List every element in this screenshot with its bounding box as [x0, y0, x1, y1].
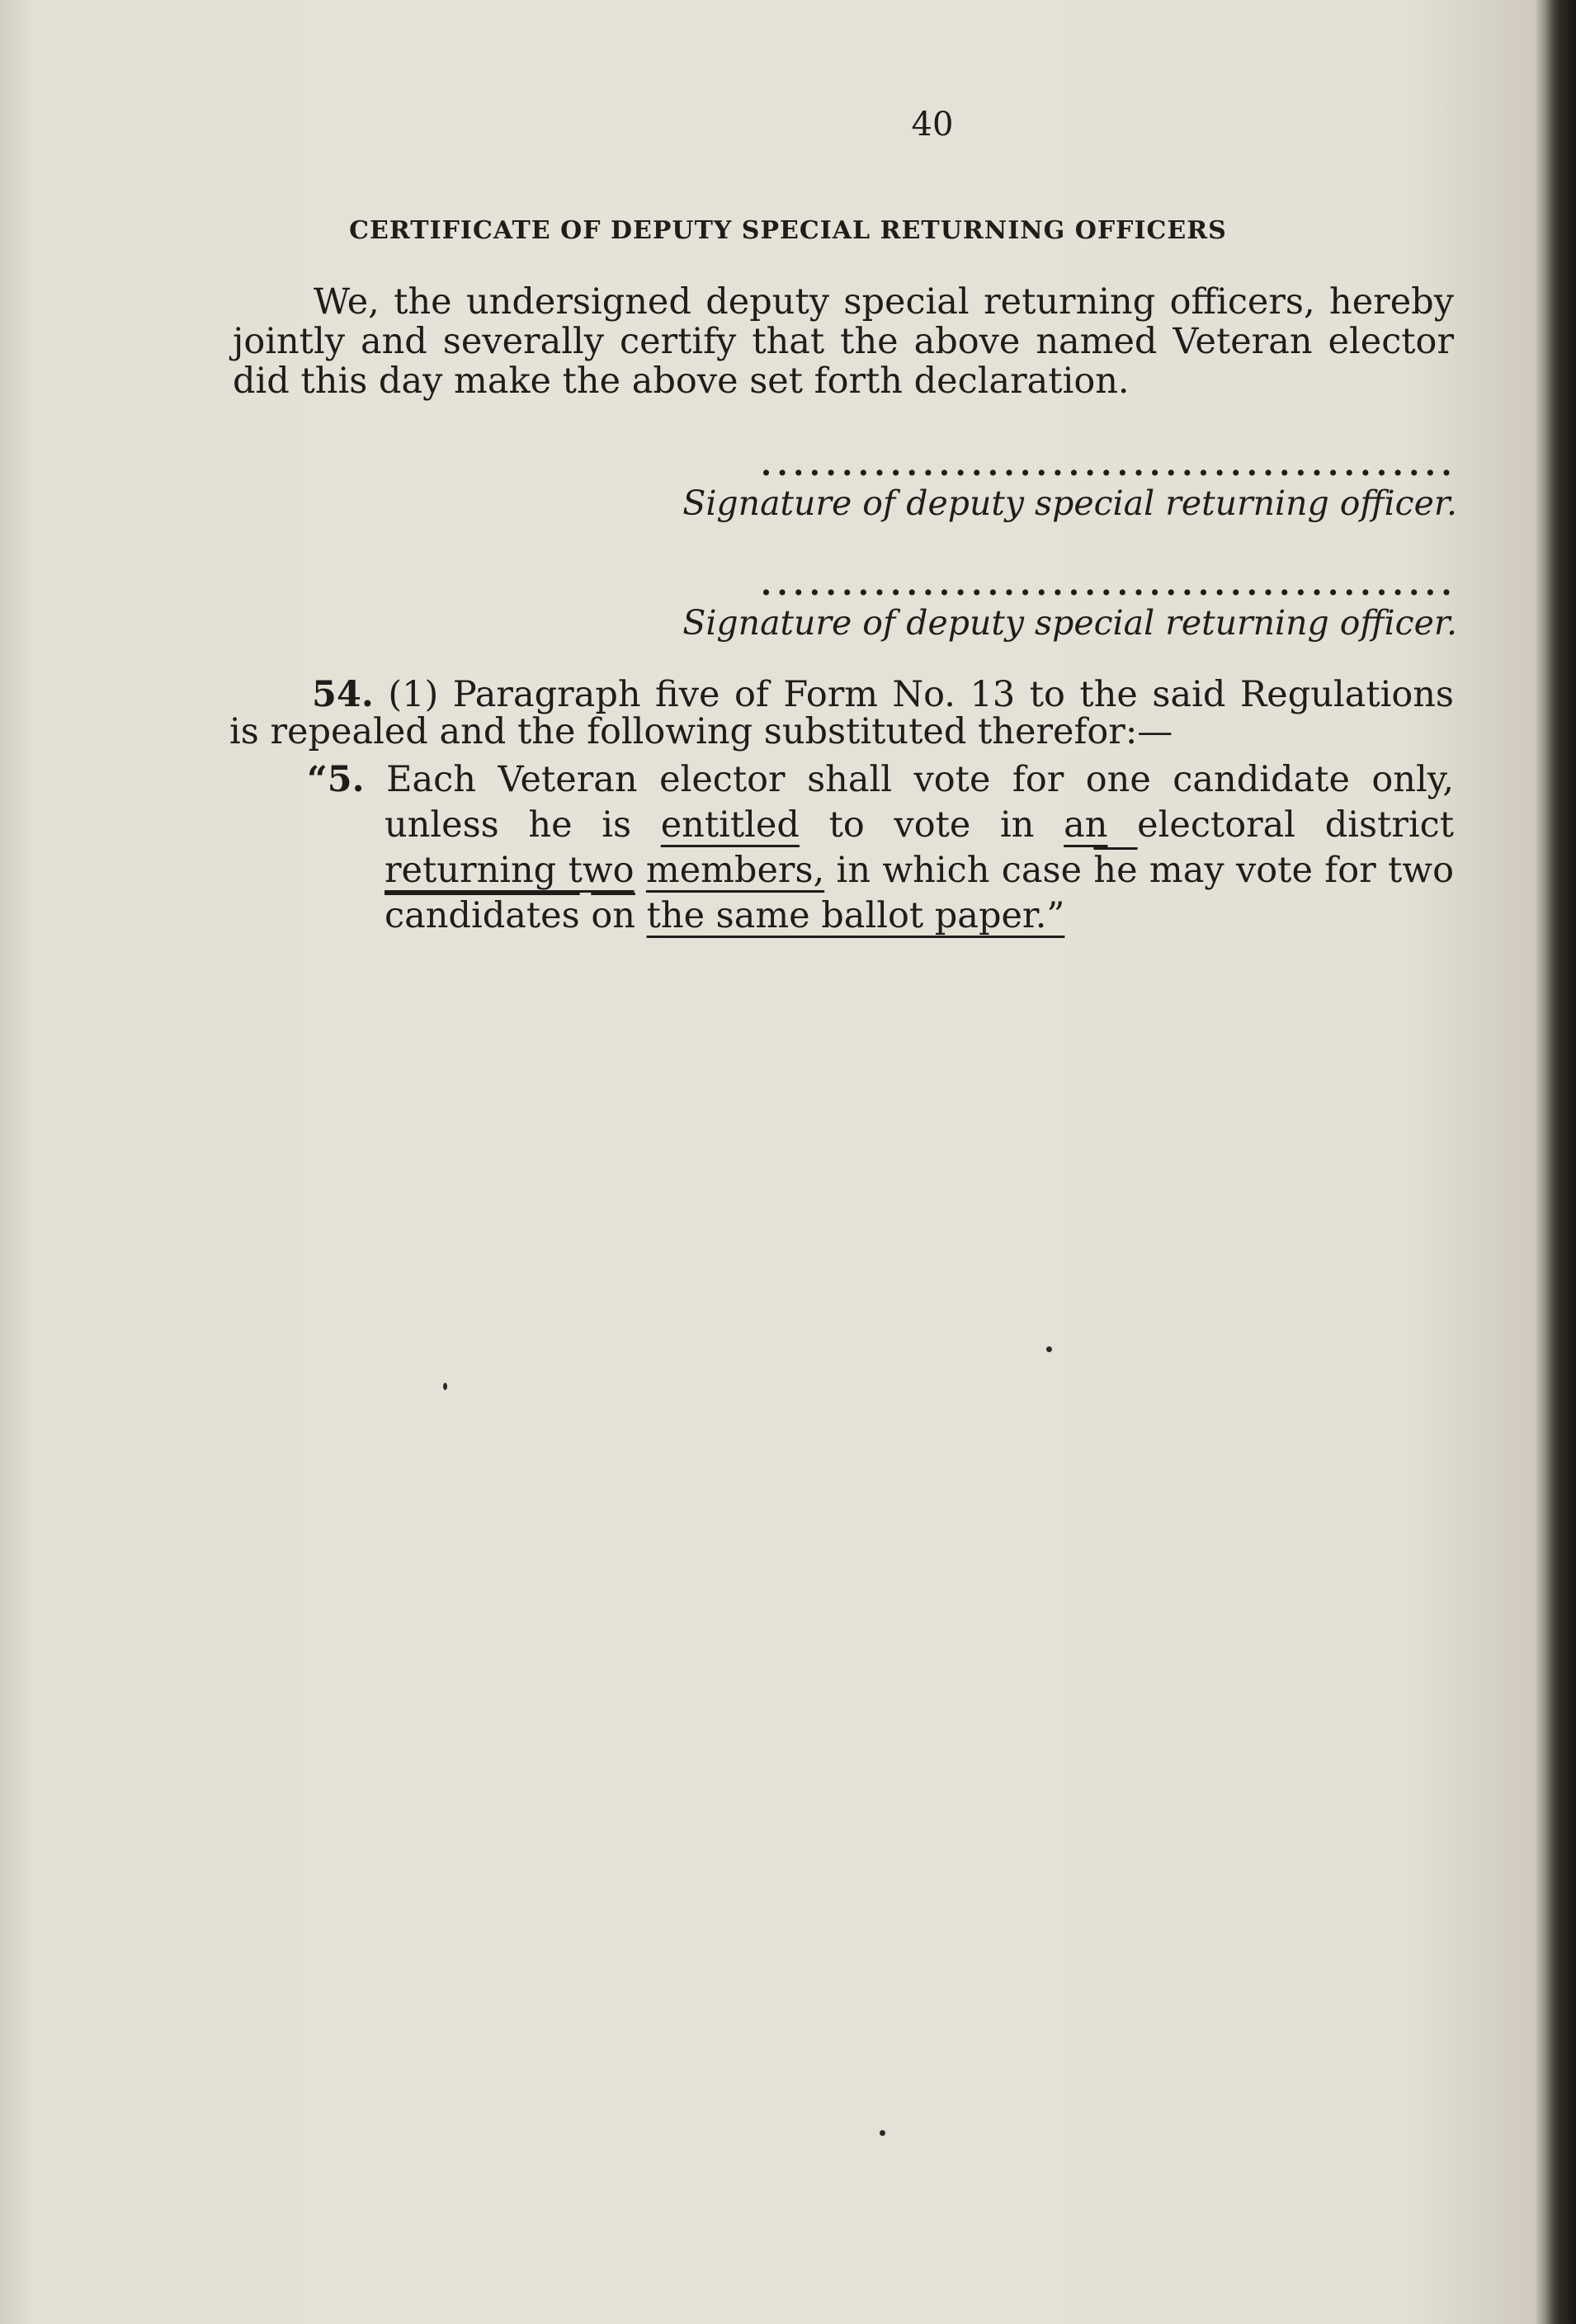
signature-block-1: [660, 452, 1457, 523]
quoted-text: may vote for two: [1137, 850, 1454, 891]
signature-caption: Signature of deputy special returning officer.: [682, 603, 1457, 643]
signature-caption: Signature of deputy special returning officer.: [682, 483, 1457, 523]
substituted-paragraph-body: [307, 757, 1454, 939]
page-number: 40: [911, 106, 954, 144]
substituted-paragraph-5: [307, 757, 1454, 939]
quoted-text: [580, 895, 592, 936]
overlined-word: $\overline{he}$: [1093, 850, 1138, 891]
underlined-word: entitled: [660, 804, 800, 846]
quoted-text: Each Veteran elector shall vote for one candidate only, unless he is: [364, 759, 1454, 846]
signature-line: ...........................................: [760, 572, 1457, 596]
underlined-word: members,: [645, 850, 825, 891]
section-54-paragraph: [229, 676, 1454, 751]
marked-word: $\overline{on}$: [591, 895, 635, 936]
quoted-text: to vote in: [799, 804, 1064, 846]
underlined-word: an: [1064, 804, 1108, 846]
section-number: 54.: [312, 674, 374, 715]
section-54-text: (1) Paragraph five of Form No. 13 to the said Regulations is repealed and the following substituted therefor:—: [229, 674, 1454, 752]
quoted-text: [635, 895, 647, 936]
paper-speck: [443, 1383, 447, 1390]
quoted-text: electoral district: [1107, 804, 1454, 846]
quoted-text: [635, 850, 646, 891]
book-gutter-shadow: [1546, 0, 1576, 2324]
certification-paragraph: We, the undersigned deputy special returning officers, hereby jointly and severally certify that the above named Veteran elector did this day make the above set forth declaration.: [233, 281, 1454, 402]
signature-block-2: [660, 572, 1457, 643]
paper-speck: [880, 2130, 885, 2136]
section-54-body: [229, 676, 1454, 751]
overlined-word: candidates: [385, 895, 580, 936]
paper-speck: [1046, 1346, 1052, 1352]
paragraph-number: “5.: [307, 759, 365, 800]
quoted-text: in which case: [824, 850, 1094, 891]
underlined-phrase: returning two: [385, 850, 635, 891]
underlined-phrase: the same ballot paper.”: [646, 895, 1065, 936]
signature-line: ...........................................: [760, 452, 1457, 477]
section-heading: CERTIFICATE OF DEPUTY SPECIAL RETURNING OFFICERS: [349, 216, 1227, 245]
